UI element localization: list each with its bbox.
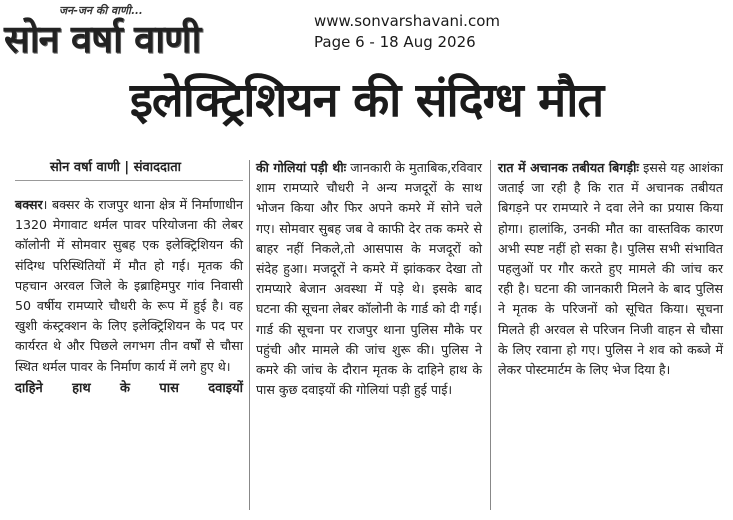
page-meta — [314, 11, 500, 53]
paragraph — [498, 158, 723, 380]
paragraph-text: । बक्सर के राजपुर थाना क्षेत्र में निर्माणाधीन 1320 मेगावाट थर्मल पावर परियोजना की लेबर कॉलोनी में सोमवार सुबह एक इलेक्ट्रिशियन की संदिग्ध परिस्थितियों में मौत हो गई। मृतक की पहचान अरवल जिले के इब्राहिमपुर गांव निवासी 50 वर्षीय रामप्यारे चौधरी के रूप में हुई है। वह खुशी कंस्ट्रक्शन के लिए इलेक्ट्रिशियन के पद पर कार्यरत थे और पिछले लगभग तीन वर्षों से चौसा स्थित थर्मल पावर के निर्माण कार्य में लगे हुए थे। — [15, 197, 243, 374]
article-column-2 — [256, 158, 482, 400]
paragraph — [15, 195, 243, 377]
paragraph-text: जानकारी के मुताबिक,रविवार शाम रामप्यारे चौधरी ने अन्य मजदूरों के साथ भोजन किया और फिर अपने कमरे में सोने चले गए। सोमवार सुबह जब वे काफी देर तक कमरे से बाहर नहीं निकले,तो आसपास के मजदूरों को संदेह हुआ। मजदूरों ने कमरे में झांककर देखा तो रामप्यारे बेजान अवस्था में पड़े थे। इसके बाद घटना की सूचना लेबर कॉलोनी के गार्ड को दी गई। गार्ड की सूचना पर राजपुर थाना पुलिस मौके पर पहुंची और मामले की जांच शुरू की। पुलिस ने कमरे की जांच के दौरान मृतक के दाहिने हाथ के पास कुछ दवाइयों की गोलियां पड़ी हुई पाई। — [256, 160, 482, 398]
subheading: की गोलियां पड़ी थीः — [256, 160, 347, 175]
paragraph — [256, 158, 482, 400]
article-column-1 — [15, 158, 243, 399]
logo-text: सोन वर्षा वाणी — [4, 17, 201, 61]
article-headline: इलेक्ट्रिशियन की संदिग्ध मौत — [129, 73, 604, 128]
newspaper-logo — [4, 2, 304, 62]
page-info: Page 6 - 18 Aug 2026 — [314, 33, 476, 51]
byline: सोन वर्षा वाणी | संवाददाता — [15, 158, 243, 181]
subheading: रात में अचानक तबीयत बिगड़ीः — [498, 160, 639, 175]
website-url: www.sonvarshavani.com — [314, 12, 500, 30]
subheading: दाहिने हाथ के पास दवाइयों — [15, 380, 243, 396]
paragraph-text: इससे यह आशंका जताई जा रही है कि रात में अचानक तबीयत बिगड़ने पर रामप्यारे ने दवा लेने का प्रयास किया होगा। हालांकि, उनकी मौत का वास्तविक कारण अभी स्पष्ट नहीं हो सका है। पुलिस सभी संभावित पहलुओं पर गौर करते हुए मामले की जांच कर रही है। घटना की जानकारी मिलने के बाद पुलिस ने मृतक के परिजनों को सूचित किया। सूचना मिलते ही अरवल से परिजन निजी वाहन से चौसा के लिए रवाना हो गए। पुलिस ने शव को कब्जे में लेकर पोस्टमार्टम के लिए भेज दिया है। — [498, 160, 723, 378]
logo-tagline: जन-जन की वाणी... — [59, 4, 143, 17]
column-divider — [490, 160, 491, 510]
dateline: बक्सर — [15, 197, 43, 212]
article-column-3 — [498, 158, 723, 380]
column-divider — [249, 160, 250, 510]
masthead — [0, 0, 733, 70]
